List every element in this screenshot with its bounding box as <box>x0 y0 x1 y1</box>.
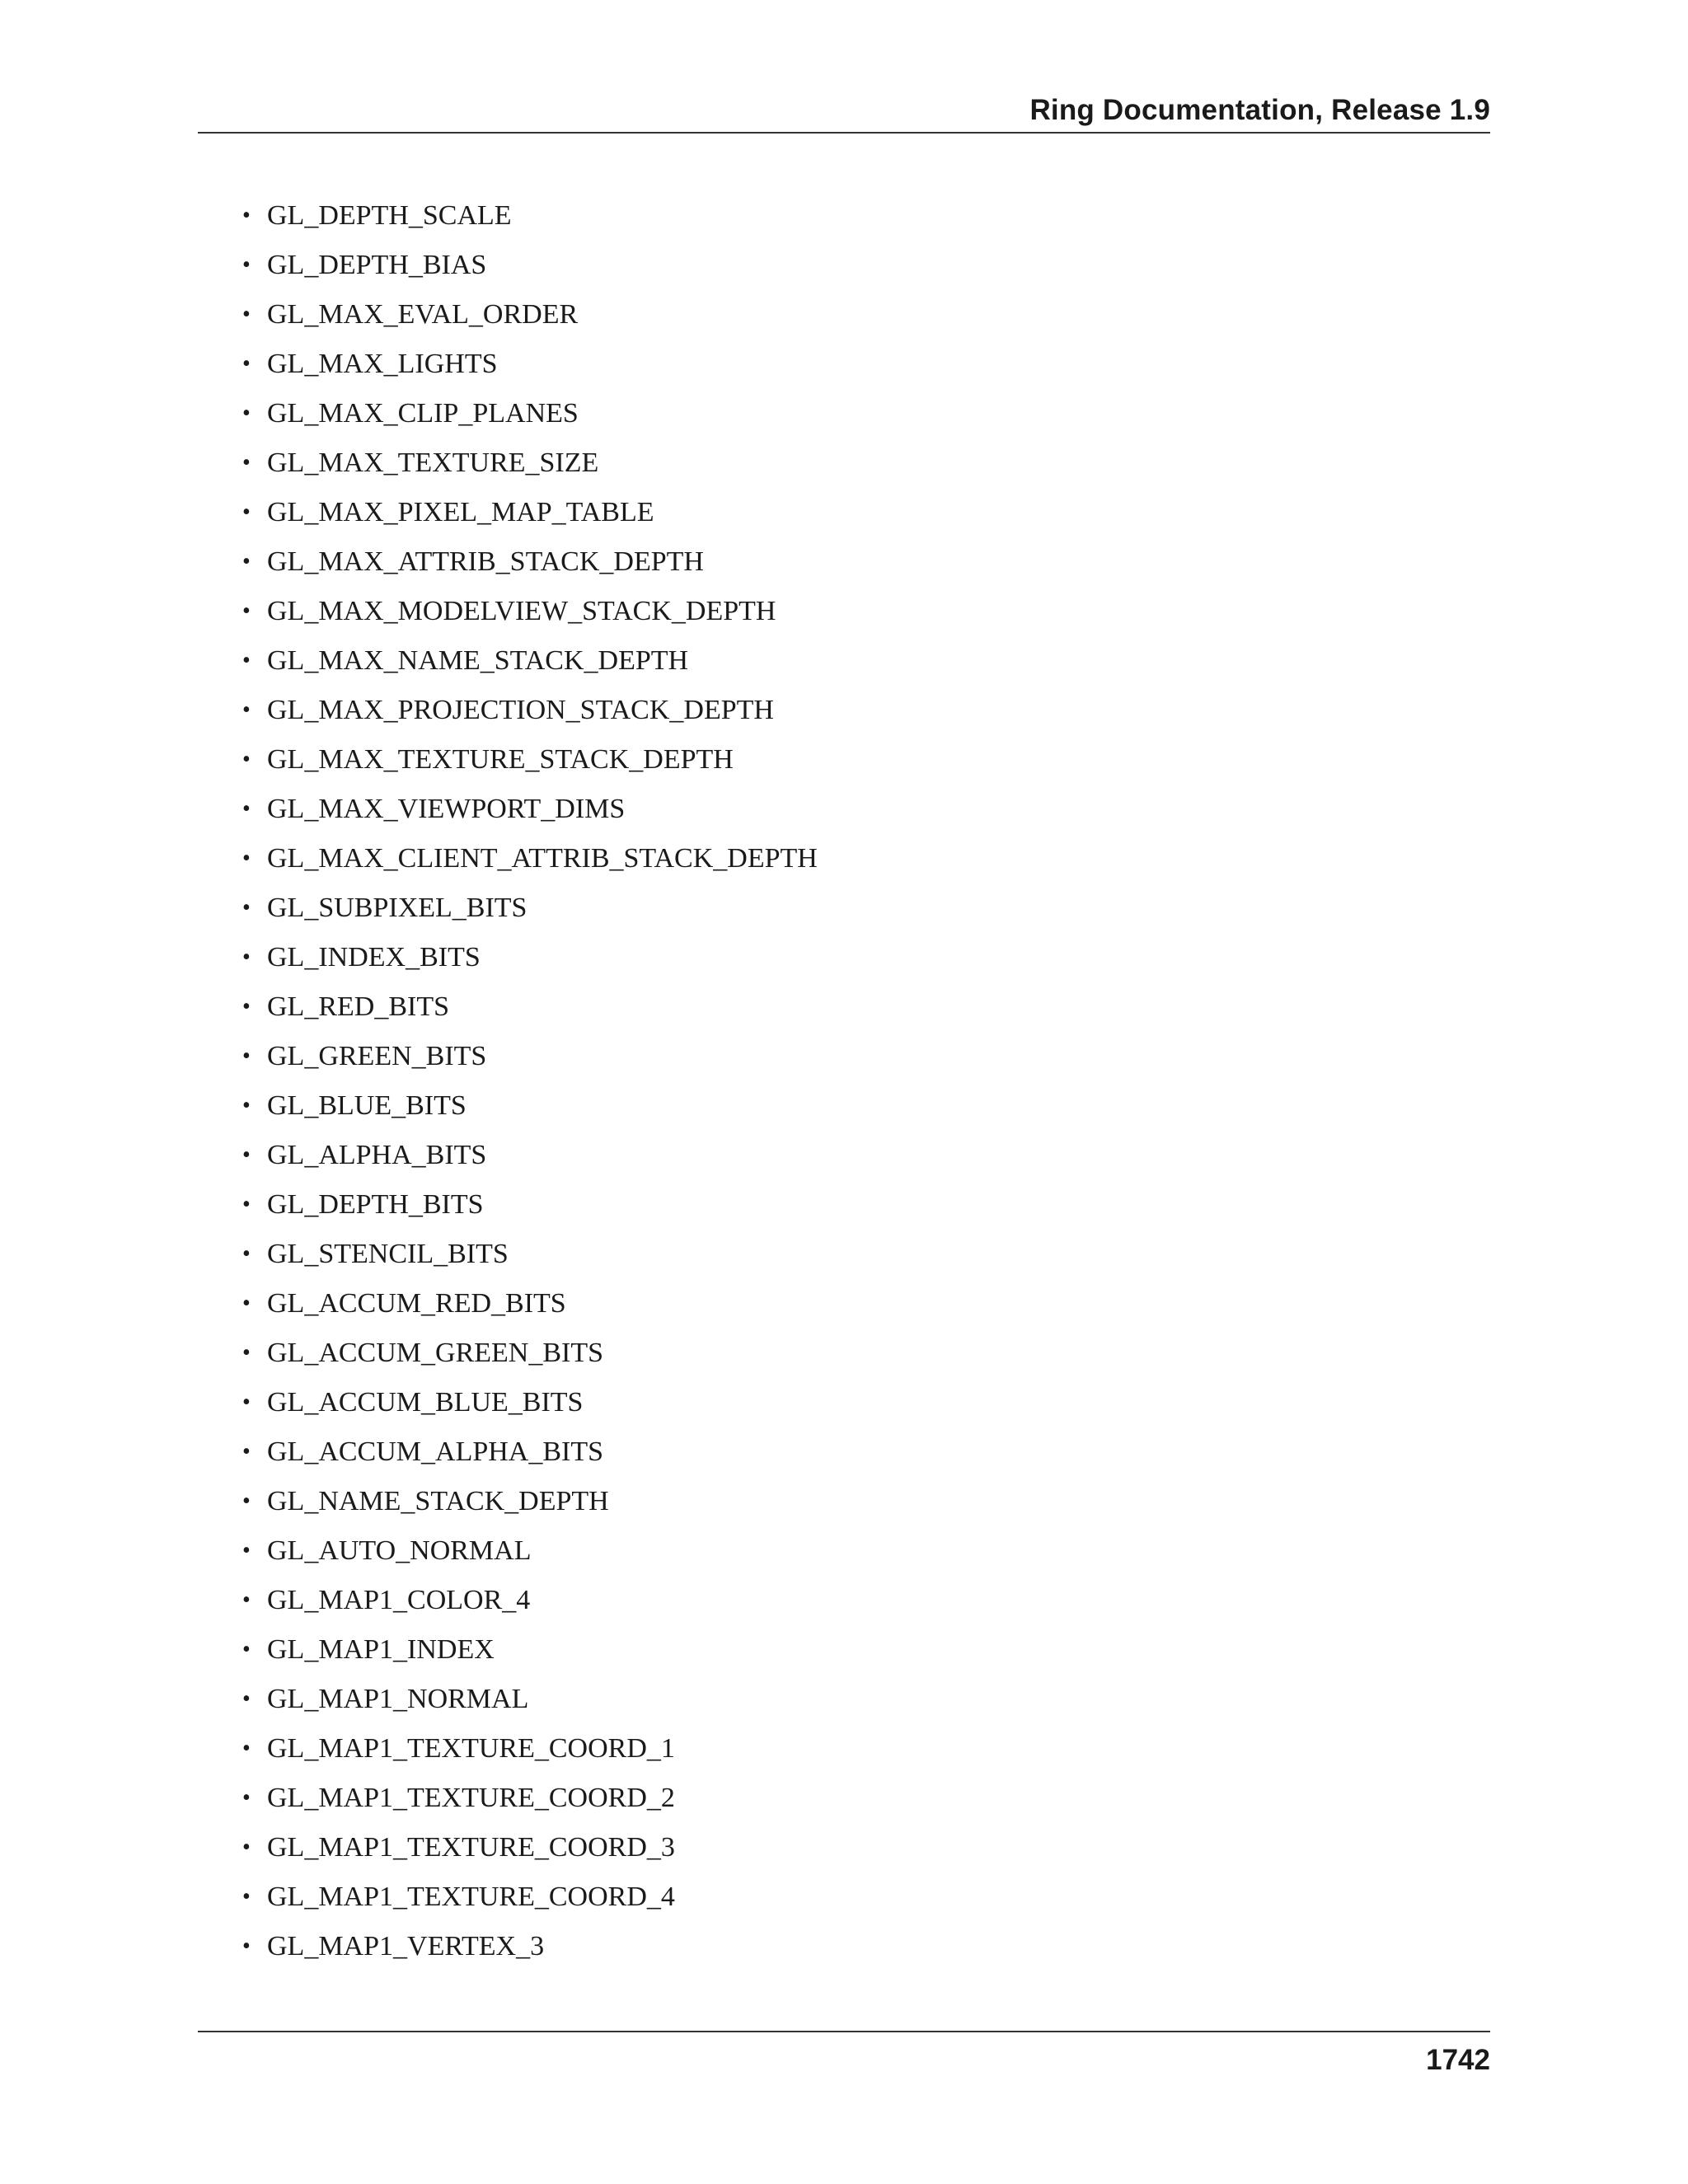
bullet-icon: • <box>242 747 251 772</box>
bullet-icon: • <box>242 598 251 624</box>
bullet-icon: • <box>242 1390 251 1415</box>
bullet-icon: • <box>242 1043 251 1069</box>
bullet-icon: • <box>242 1835 251 1860</box>
list-item-text: GL_DEPTH_SCALE <box>267 200 512 231</box>
page-number: 1742 <box>1426 2044 1490 2076</box>
list-item <box>239 1579 818 1629</box>
list-item <box>239 1134 818 1183</box>
bullet-icon: • <box>242 302 251 327</box>
list-item-text: GL_MAX_PIXEL_MAP_TABLE <box>267 497 654 527</box>
list-item-text: GL_SUBPIXEL_BITS <box>267 893 528 923</box>
bullet-icon: • <box>242 1538 251 1563</box>
list-item-text: GL_MAX_MODELVIEW_STACK_DEPTH <box>267 596 776 626</box>
bullet-icon: • <box>242 203 251 228</box>
bullet-icon: • <box>242 351 251 377</box>
list-item-text: GL_MAP1_COLOR_4 <box>267 1585 531 1615</box>
list-item-text: GL_ACCUM_GREEN_BITS <box>267 1338 604 1368</box>
list-item <box>239 936 818 986</box>
list-item-text: GL_MAP1_NORMAL <box>267 1684 529 1714</box>
list-item-text: GL_ACCUM_BLUE_BITS <box>267 1387 584 1418</box>
bullet-icon: • <box>242 450 251 476</box>
list-item <box>239 1332 818 1381</box>
list-item-text: GL_MAX_CLIENT_ATTRIB_STACK_DEPTH <box>267 843 818 874</box>
list-item-text: GL_BLUE_BITS <box>267 1090 467 1121</box>
bullet-icon: • <box>242 1340 251 1366</box>
bullet-icon: • <box>242 796 251 822</box>
list-item <box>239 1826 818 1876</box>
list-item-text: GL_MAP1_TEXTURE_COORD_1 <box>267 1733 675 1764</box>
list-item <box>239 986 818 1035</box>
list-item-text: GL_MAX_TEXTURE_STACK_DEPTH <box>267 744 734 775</box>
list-item <box>239 1381 818 1431</box>
bullet-icon: • <box>242 895 251 921</box>
page-header <box>198 92 1490 134</box>
list-item <box>239 541 818 590</box>
bullet-icon: • <box>242 1439 251 1465</box>
list-item <box>239 1777 818 1826</box>
list-item-text: GL_MAX_PROJECTION_STACK_DEPTH <box>267 695 774 725</box>
list-item <box>239 442 818 491</box>
list-item-text: GL_STENCIL_BITS <box>267 1239 509 1269</box>
list-item <box>239 1727 818 1777</box>
list-item <box>239 1876 818 1925</box>
bullet-icon: • <box>242 1933 251 1959</box>
list-item-text: GL_MAP1_TEXTURE_COORD_2 <box>267 1783 675 1813</box>
list-item <box>239 1480 818 1530</box>
list-item <box>239 1530 818 1579</box>
list-item-text: GL_MAP1_TEXTURE_COORD_4 <box>267 1882 675 1912</box>
list-item-text: GL_ACCUM_RED_BITS <box>267 1288 566 1319</box>
list-item-text: GL_NAME_STACK_DEPTH <box>267 1486 609 1516</box>
list-item <box>239 244 818 293</box>
list-item <box>239 1035 818 1085</box>
list-item-text: GL_MAP1_INDEX <box>267 1634 495 1665</box>
list-item-text: GL_MAX_LIGHTS <box>267 349 498 379</box>
header-title: Ring Documentation, Release 1.9 <box>1029 94 1490 126</box>
list-item <box>239 491 818 541</box>
list-item-text: GL_MAX_EVAL_ORDER <box>267 299 579 330</box>
bullet-icon: • <box>242 1488 251 1514</box>
list-item-text: GL_MAP1_VERTEX_3 <box>267 1931 545 1961</box>
list-item-text: GL_MAX_ATTRIB_STACK_DEPTH <box>267 546 704 577</box>
bullet-icon: • <box>242 1736 251 1761</box>
bullet-icon: • <box>242 1884 251 1910</box>
list-item-text: GL_DEPTH_BIAS <box>267 250 487 280</box>
list-item-text: GL_AUTO_NORMAL <box>267 1535 532 1566</box>
list-item <box>239 1431 818 1480</box>
list-item <box>239 1925 818 1975</box>
list-item-text: GL_MAX_VIEWPORT_DIMS <box>267 794 626 824</box>
bullet-icon: • <box>242 1241 251 1267</box>
list-item <box>239 788 818 837</box>
list-item <box>239 837 818 887</box>
bullet-icon: • <box>242 1291 251 1316</box>
list-item-text: GL_DEPTH_BITS <box>267 1189 484 1220</box>
page-footer <box>198 2031 1490 2082</box>
bullet-icon: • <box>242 1686 251 1712</box>
list-item <box>239 293 818 343</box>
constant-list <box>239 194 818 1975</box>
list-item-text: GL_ACCUM_ALPHA_BITS <box>267 1436 604 1467</box>
list-item-text: GL_MAX_TEXTURE_SIZE <box>267 448 599 478</box>
list-item <box>239 887 818 936</box>
list-item <box>239 640 818 689</box>
bullet-icon: • <box>242 499 251 525</box>
bullet-icon: • <box>242 648 251 673</box>
list-item <box>239 1678 818 1727</box>
bullet-icon: • <box>242 252 251 278</box>
bullet-icon: • <box>242 549 251 574</box>
list-item-text: GL_GREEN_BITS <box>267 1041 487 1071</box>
list-item <box>239 1183 818 1233</box>
bullet-icon: • <box>242 1142 251 1168</box>
bullet-icon: • <box>242 944 251 970</box>
list-item <box>239 590 818 640</box>
bullet-icon: • <box>242 846 251 871</box>
list-item-text: GL_MAX_CLIP_PLANES <box>267 398 579 429</box>
list-item-text: GL_RED_BITS <box>267 991 449 1022</box>
bullet-icon: • <box>242 401 251 426</box>
bullet-icon: • <box>242 1192 251 1217</box>
bullet-icon: • <box>242 1587 251 1613</box>
list-item <box>239 689 818 738</box>
list-item <box>239 738 818 788</box>
list-item <box>239 194 818 244</box>
list-item-text: GL_MAX_NAME_STACK_DEPTH <box>267 645 689 676</box>
bullet-icon: • <box>242 697 251 723</box>
bullet-icon: • <box>242 1785 251 1811</box>
list-item <box>239 1629 818 1678</box>
list-item <box>239 343 818 392</box>
bullet-icon: • <box>242 994 251 1019</box>
list-item-text: GL_INDEX_BITS <box>267 942 481 972</box>
list-item-text: GL_MAP1_TEXTURE_COORD_3 <box>267 1832 675 1863</box>
list-item-text: GL_ALPHA_BITS <box>267 1140 487 1170</box>
bullet-icon: • <box>242 1637 251 1662</box>
list-item <box>239 392 818 442</box>
bullet-icon: • <box>242 1093 251 1118</box>
list-item <box>239 1233 818 1282</box>
list-item <box>239 1282 818 1332</box>
list-item <box>239 1085 818 1134</box>
